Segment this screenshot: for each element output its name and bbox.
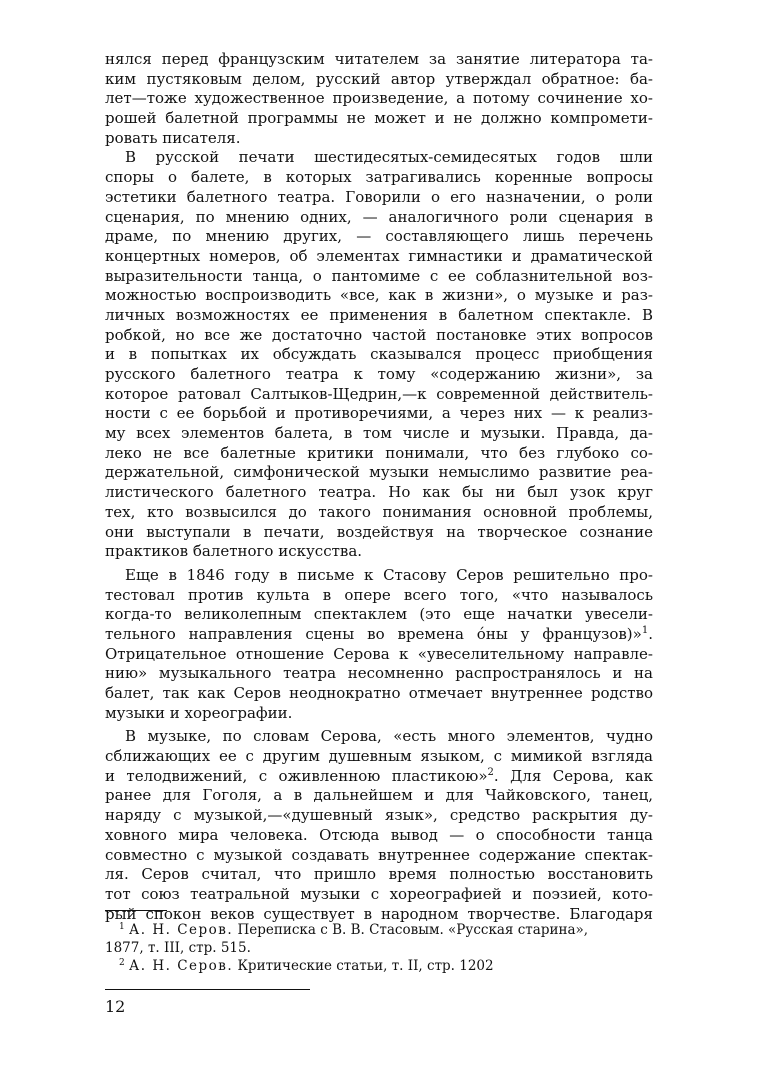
- text-line: ровать писателя.: [105, 128, 241, 147]
- text-line: можностью воспроизводить «все, как в жизни», о музыке и раз-: [105, 286, 653, 305]
- footnote-text: Переписка с В. В. Стасовым. «Русская старина»,: [237, 922, 589, 938]
- text-line: му всех элементов балета, в том числе и музыки. Правда, да-: [105, 424, 653, 443]
- text-line: тестовал против культа в опере всего того, «что называлось: [105, 585, 653, 604]
- paragraph-3: [105, 566, 653, 724]
- text-line: листического балетного театра. Но как бы ни был узок круг: [105, 483, 653, 502]
- text-line: нялся перед французским читателем за занятие литератора та-: [105, 50, 653, 68]
- text-line: В русской печати шестидесятых-семидесятых годов шли: [125, 148, 653, 167]
- text-fragment: . Для Серова, как: [493, 766, 653, 785]
- text-line: леко не все балетные критики понимали, что без глубоко со-: [105, 443, 653, 462]
- text-line: робкой, но все же достаточно частой постановке этих вопросов: [105, 325, 653, 344]
- text-line: ховного мира человека. Отсюда вывод — о способности танца: [105, 825, 653, 844]
- text-line: В музыке, по словам Серова, «есть много элементов, чудно: [125, 727, 653, 746]
- paragraph-2: [105, 148, 653, 561]
- body-text: [105, 50, 653, 924]
- text-line: рый спокон веков существует в народном творчестве. Благодаря: [105, 904, 653, 923]
- text-line: и в попытках их обсуждать сказывался процесс приобщения: [105, 345, 653, 364]
- footnote-text: 1877, т. III, стр. 515.: [105, 940, 251, 956]
- text-line: музыки и хореографии.: [105, 703, 293, 722]
- text-line: они выступали в печати, воздействуя на творческое сознание: [105, 522, 653, 541]
- text-fragment: и телодвижений, с оживленною пластикою»: [105, 766, 488, 785]
- text-line: совместно с музыкой создавать внутреннее содержание спектак-: [105, 845, 653, 864]
- text-line: которое ратовал Салтыков-Щедрин,—к современной действитель-: [105, 384, 653, 403]
- text-line: когда-то великолепным спектаклем (это еще начатки увесели-: [105, 605, 653, 624]
- paragraph-1: [105, 50, 653, 148]
- text-line: [105, 767, 653, 787]
- footnote-divider: [105, 910, 167, 911]
- text-line: сближающих ее с другим душевным языком, с мимикой взгляда: [105, 747, 653, 766]
- footnote-2: [105, 958, 653, 975]
- text-line: споры о балете, в которых затрагивались коренные вопросы: [105, 168, 653, 187]
- text-line: сценария, по мнению одних, — аналогичного роли сценария в: [105, 207, 653, 226]
- text-line: ля. Серов считал, что пришло время полностью восстановить: [105, 865, 653, 884]
- text-fragment: тельного направления сцены во времена óны у французов)»: [105, 624, 642, 643]
- footnote-text: Критические статьи, т. II, стр. 1202: [237, 958, 494, 974]
- text-line: ранее для Гоголя, а в дальнейшем и для Чайковского, танец,: [105, 786, 653, 805]
- footnote-1-continuation: [105, 940, 653, 957]
- text-line: наряду с музыкой,—«душевный язык», средство раскрытия ду-: [105, 806, 653, 825]
- footnote-ref-1[interactable]: 1: [641, 624, 649, 636]
- text-line: русского балетного театра к тому «содержанию жизни», за: [105, 365, 653, 383]
- text-line: тот союз театральной музыки с хореографией и поэзией, кото-: [105, 884, 653, 903]
- text-line: балет, так как Серов неоднократно отмечает внутреннее родство: [105, 684, 653, 702]
- page-number: 12: [105, 997, 126, 1016]
- footnote-author: А. Н. Серов.: [129, 958, 234, 974]
- text-line: ности с ее борьбой и противоречиями, а через них — к реализ-: [105, 404, 653, 423]
- footnote-ref-2[interactable]: 2: [487, 766, 494, 778]
- text-line: тех, кто возвысился до такого понимания основной проблемы,: [105, 502, 653, 521]
- footnote-mark: 1: [119, 922, 125, 932]
- footnote-mark: 2: [119, 958, 125, 968]
- text-line: нию» музыкального театра несомненно распространялось и на: [105, 664, 653, 683]
- text-line: тельного направления сцены во времена óны у французов)»$^1$.: [105, 624, 653, 643]
- text-line: выразительности танца, о пантомиме с ее соблазнительной воз-: [105, 266, 653, 285]
- text-line: лет—тоже художественное произведение, а потому сочинение хо-: [105, 89, 653, 108]
- bottom-divider: [105, 989, 310, 990]
- text-line: эстетики балетного театра. Говорили о его назначении, о роли: [105, 187, 653, 206]
- footnote-1: [105, 922, 653, 939]
- text-line: драме, по мнению других, — составляющего лишь перечень: [105, 227, 653, 246]
- text-line: личных возможностях ее применения в балетном спектакле. В: [105, 305, 653, 324]
- text-line: ким пустяковым делом, русский автор утверждал обратное: ба-: [105, 69, 653, 88]
- text-line: Отрицательное отношение Серова к «увеселительному направле-: [105, 644, 653, 663]
- text-line: держательной, симфонической музыки немыслимо развитие реа-: [105, 463, 653, 482]
- text-line: практиков балетного искусства.: [105, 542, 363, 561]
- text-line: Еще в 1846 году в письме к Стасову Серов решительно про-: [125, 565, 653, 584]
- text-line: концертных номеров, об элементах гимнастики и драматической: [105, 246, 653, 265]
- paragraph-4: [105, 727, 653, 924]
- footnote-author: А. Н. Серов.: [129, 922, 234, 938]
- text-line: рошей балетной программы не может и не должно компромети-: [105, 109, 653, 128]
